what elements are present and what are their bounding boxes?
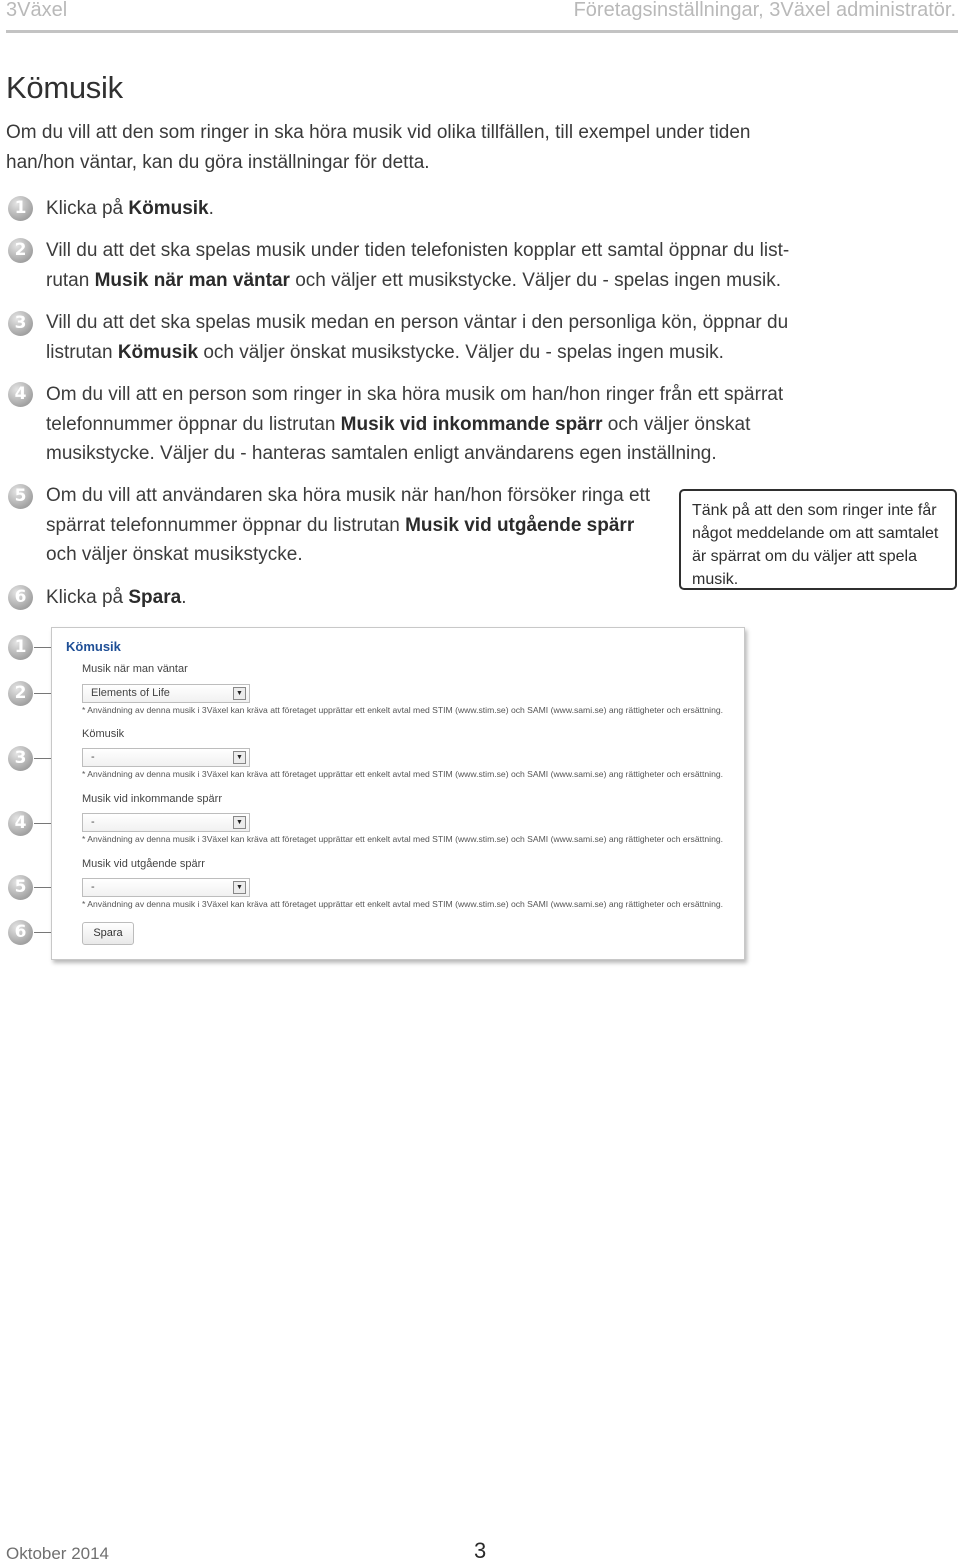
step-number-badge: 6 xyxy=(8,585,33,610)
select-value: - xyxy=(91,881,95,893)
step-4-text: Om du vill att en person som ringer in ska höra musik om han/hon ringer från ett spärrat telefonnummer öppnar du listrutan Musik vid inkommande spärr och väljer önskat musikstycke. Väljer du - hanteras samtalen enligt användarens egen inställning. xyxy=(46,384,784,464)
callout-badge: 4 xyxy=(8,811,33,836)
select-value: - xyxy=(91,751,95,763)
step-1-text: Klicka på Kömusik. xyxy=(46,198,214,219)
disclaimer-text: * Användning av denna musik i 3Växel kan kräva att företaget upprättar ett enkelt avtal med STIM (www.stim.se) och SAMI (www.sami.se) ang rättigheter och ersättning. xyxy=(82,899,724,909)
dropdown-arrow-icon: ▼ xyxy=(233,687,246,700)
intro-paragraph: Om du vill att den som ringer in ska höra musik vid olika tillfällen, till exempel under tiden han/hon väntar, kan du göra inställningar för detta. xyxy=(6,122,751,173)
queue-music-select[interactable] xyxy=(82,748,250,767)
step-5-text: Om du vill att användaren ska höra musik när han/hon försöker ringa ett spärrat telefonnummer öppnar du listrutan Musik vid utgående spärr och väljer önskat musikstycke. xyxy=(46,485,651,565)
disclaimer-text: * Användning av denna musik i 3Växel kan kräva att företaget upprättar ett enkelt avtal med STIM (www.stim.se) och SAMI (www.sami.se) ang rättigheter och ersättning. xyxy=(82,705,724,715)
select-value: Elements of Life xyxy=(91,687,170,699)
info-note-box: Tänk på att den som ringer inte får något meddelande om att samtalet är spärrat om du väljer att spela musik. xyxy=(679,489,957,590)
field-label: Musik när man väntar xyxy=(82,663,188,675)
dropdown-arrow-icon: ▼ xyxy=(233,751,246,764)
save-button[interactable]: Spara xyxy=(82,922,134,945)
header-product-name: 3Växel xyxy=(6,0,68,21)
header-section-name: Företagsinställningar, 3Växel administratör. xyxy=(573,0,956,21)
header-divider xyxy=(6,30,958,33)
callout-badge: 2 xyxy=(8,681,33,706)
dropdown-arrow-icon: ▼ xyxy=(233,816,246,829)
outgoing-block-music-select[interactable] xyxy=(82,878,250,897)
page-title: Kömusik xyxy=(6,70,123,105)
incoming-block-music-select[interactable] xyxy=(82,813,250,832)
step-number-badge: 3 xyxy=(8,311,33,336)
disclaimer-text: * Användning av denna musik i 3Växel kan kräva att företaget upprättar ett enkelt avtal med STIM (www.stim.se) och SAMI (www.sami.se) ang rättigheter och ersättning. xyxy=(82,769,724,779)
settings-screenshot-panel xyxy=(51,627,745,960)
step-2-text: Vill du att det ska spelas musik under tiden telefonisten kopplar ett samtal öppnar du list-rutan Musik när man väntar och väljer ett musikstycke. Väljer du - spelas ingen musik. xyxy=(46,240,790,291)
step-number-badge: 2 xyxy=(8,238,33,263)
disclaimer-text: * Användning av denna musik i 3Växel kan kräva att företaget upprättar ett enkelt avtal med STIM (www.stim.se) och SAMI (www.sami.se) ang rättigheter och ersättning. xyxy=(82,834,724,844)
dropdown-arrow-icon: ▼ xyxy=(233,881,246,894)
footer-date: Oktober 2014 xyxy=(6,1544,110,1563)
callout-badge: 5 xyxy=(8,875,33,900)
callout-badge: 3 xyxy=(8,746,33,771)
step-6-text: Klicka på Spara. xyxy=(46,587,187,608)
step-3-text: Vill du att det ska spelas musik medan en person väntar i den personliga kön, öppnar du listrutan Kömusik och väljer önskat musikstycke. Väljer du - spelas ingen musik. xyxy=(46,312,789,363)
step-number-badge: 5 xyxy=(8,484,33,509)
select-value: - xyxy=(91,816,95,828)
panel-title: Kömusik xyxy=(66,639,121,654)
callout-badge: 1 xyxy=(8,635,33,660)
field-label: Kömusik xyxy=(82,728,125,740)
callout-badge: 6 xyxy=(8,920,33,945)
field-label: Musik vid inkommande spärr xyxy=(82,793,222,805)
hold-music-select[interactable] xyxy=(82,684,250,703)
page-number: 3 xyxy=(474,1538,487,1563)
step-number-badge: 4 xyxy=(8,382,33,407)
step-number-badge: 1 xyxy=(8,196,33,221)
field-label: Musik vid utgående spärr xyxy=(82,858,205,870)
